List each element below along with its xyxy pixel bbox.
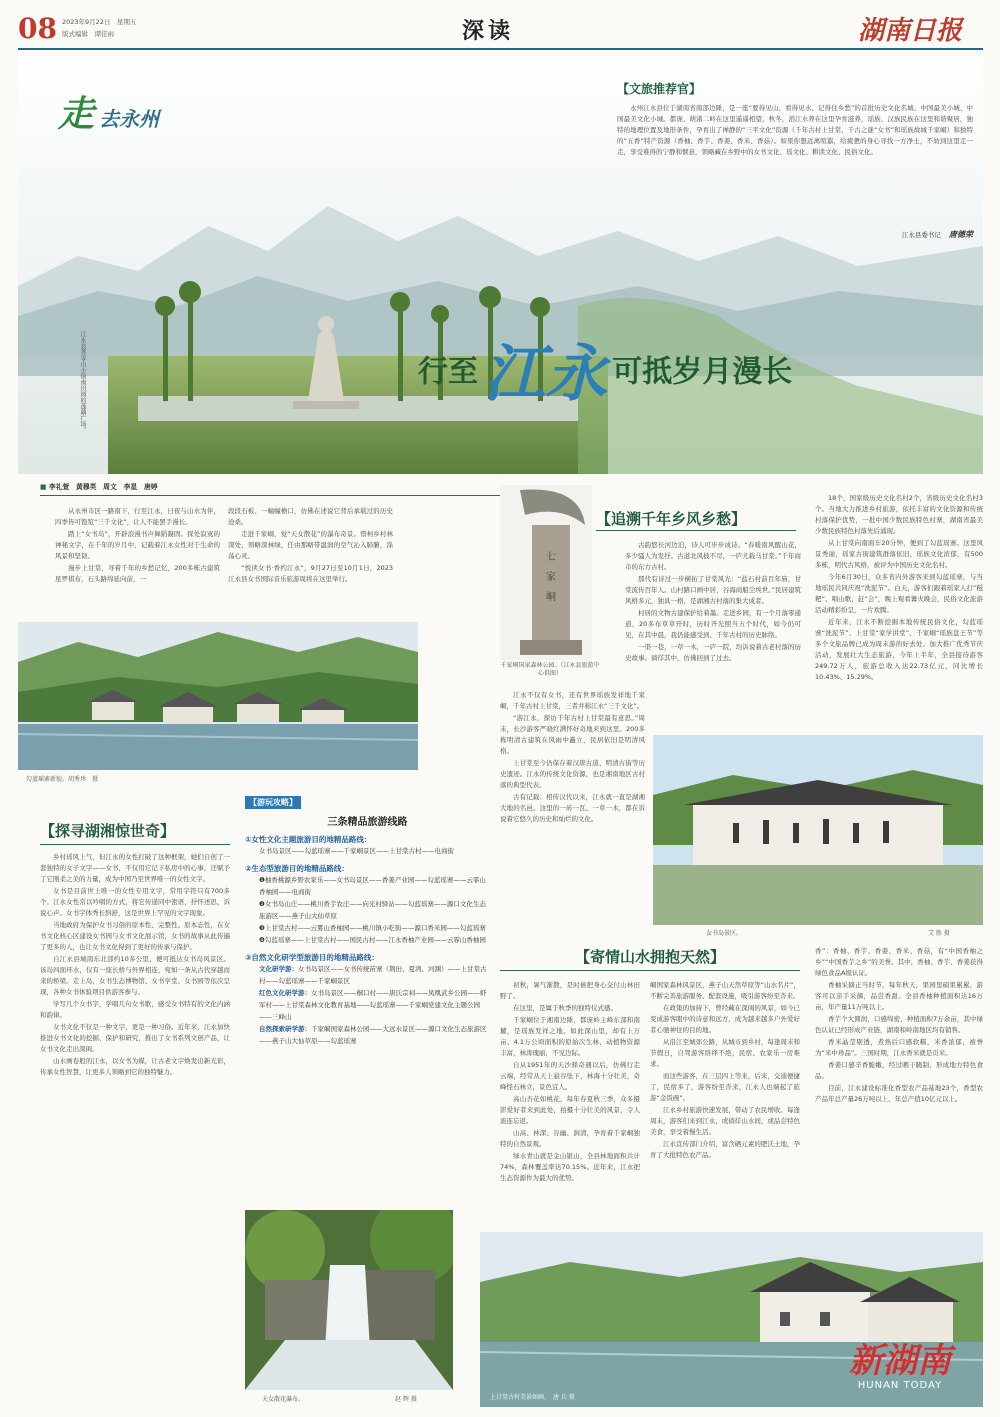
nature-para: 峒国家森林风景区，燕子山天然草原等“山水名片”，不断完善旅游服务、配套设施，吸引游客纷至沓来。 xyxy=(650,981,800,1000)
homesick-para: 村居的文物古建保护给着墨。走进乡园，有一个月落零通道，20多布草草开时，历时齐光照当五个时代，如今仍可见，在其中晨，我仍能感受到、千年古村的历史脉络。 xyxy=(625,609,801,639)
village-photo xyxy=(18,622,418,770)
intro-col-1 xyxy=(55,506,220,616)
explore-rule xyxy=(40,844,230,845)
byline-rule xyxy=(40,495,510,496)
homesick-para: 近年来，江永不断挖掘本地传统民俗文化，勾蓝瑶寨“洗泥节”、上甘棠“家学讲堂”、千家峒“瑶族盘王节”等多个文旅品牌已成为周末游的好去处。加大推广优秀节庆活动，发展壮大生态旅游，今年上半年，全县接待游客249.72万人，旅游总收入达22.73亿元，同比增长10.43%、15.29%。 xyxy=(815,618,983,681)
nature-para: 香”：香柚、香芋、香姜、香米、香菇，有“中国香柚之乡”“中国香芋之乡”的美誉。其中，香柚、香芋、香姜获得绿色食品A级认证。 xyxy=(815,947,983,977)
route-3-text-1: 女书岛景区——女书传统苗寨（荆田、夏湾、河渊）——上甘棠古村——勾蓝瑶寨——千家峒景区 xyxy=(259,965,487,985)
homesick-para: 从上甘棠向南面车20分钟，便到了勾蓝瑶寨。这里风景秀丽，瑶家古街建筑群落依旧，瑶族文化浓郁，有500多栋，明代古风格，被评为中国历史文化名村。 xyxy=(815,539,983,569)
intro-col-2 xyxy=(228,506,393,616)
route-3-sub-3: 自然探索研学游： xyxy=(259,1025,311,1033)
route-2-item: ❸上甘棠古村——云雾山香柚园——桃川镇小吃街——源口香米园——勾蓝瑶寨 xyxy=(259,924,486,932)
headline-part-a: 行至 xyxy=(418,354,478,390)
intro-para: “悦读女书·香约江永”，9月27日至10月1日，2023江永县女书国际音乐旅游周将在这里举行。 xyxy=(228,564,393,583)
waterfall-credit: 赵 辉 摄 xyxy=(395,1396,417,1403)
byline-mark: ■ xyxy=(40,483,49,491)
route-1-title: ①女性文化主题旅游目的地精品路线： xyxy=(245,835,372,844)
homesick-para: “游江永，探访千年古村上甘棠最有意思。”周末，长沙游客严晓红满怀好奇地来到这里。200多栋明清古建筑在风雨中矗立，民居依旧是明清风格。 xyxy=(500,714,645,755)
monument-photo-caption: 千家峒国家森林公园。（江永县旅游中心供图） xyxy=(500,662,600,677)
homesick-para: 那代有诗过一步横拓了甘棠风光：“盐石村前百年庙，甘棠流传百年人。山村路口画中居，谷海商船尘埃世。”民居建筑风格多元，独具一格，是湖湘古村落的集大成者。 xyxy=(625,575,801,605)
nature-title: 【寄情山水拥抱天然】 xyxy=(574,948,725,966)
svg-text:七: 七 xyxy=(546,552,556,563)
intro-para: 段段石板、一幢幢檐口，仿佛在述说它背后承载过的历史沧桑。 xyxy=(228,507,393,526)
route-3-sub-2: 红色文化研学游： xyxy=(259,989,311,997)
logo-rest: 去永州 xyxy=(99,107,160,131)
watermark xyxy=(820,1342,980,1391)
route-2-item: ❷女书岛山庄——桃川香芋农庄——向光村驿站——勾蓝瑶寨——源口文化生态旅游区——燕子山大仙草原 xyxy=(259,900,486,920)
homesick-para: 古有记载：相传汉代以来，江永就一直是湖湘大地的名邑。这里的一砖一瓦、一草一木，都在诉说着它悠久的历史和灿烂的文化。 xyxy=(500,793,645,823)
homesick-para: 江永不仅有女书，还有世界瑶族发祥地千家峒，千年古村上甘棠，三者并称江永“三千文化”。 xyxy=(500,691,645,710)
route-2-item: ❹勾蓝瑶寨——上甘棠古村——国民古村——江永香柚产业园——云霏山香柚园 xyxy=(259,936,486,944)
nature-para: 在这里，是属于秋季的独特仪式感。 xyxy=(513,1004,617,1012)
village-photo-caption: 勾蓝瑶寨新貌。胡秀珍 摄 xyxy=(26,776,99,783)
route-3-cultural xyxy=(245,963,490,987)
route-3-text-3: 千家峒国家森林公园——大远水景区——源口文化生态旅游区——燕子山大仙草原——勾蓝瑶寨 xyxy=(259,1025,487,1045)
nature-para: 江永宣传部门介绍，富含硒元素的肥沃土地，孕育了大批特色农产品。 xyxy=(650,1140,800,1159)
homesick-col-2 xyxy=(500,690,645,925)
nvshu-photo-credit: 艾 胜 摄 xyxy=(928,930,950,937)
headline-part-b: 可抵岁月漫长 xyxy=(612,354,793,390)
homesick-col-1 xyxy=(625,540,801,730)
watermark-cn: 新湖南 xyxy=(849,1341,951,1381)
route-3-nature xyxy=(245,1023,490,1047)
watermark-en: HUNAN TODAY xyxy=(857,1380,943,1391)
homesick-para: 上甘棠至今仍保存着汉唐古道、明清古街等历史遗迹。江永的传统文化资源，也是湘南地区古村落的典型代表。 xyxy=(500,759,645,789)
paper-logo: 湖南日报 xyxy=(858,16,963,46)
page-header xyxy=(0,0,1000,50)
route-3-title: ③自然文化研学型旅游目的地精品路线： xyxy=(245,953,379,962)
route-3-sub-1: 文化研学游： xyxy=(259,965,298,973)
header-rule xyxy=(18,48,983,50)
section-name: 深读 xyxy=(462,18,515,44)
homesick-title: 【追溯千年乡风乡愁】 xyxy=(596,510,747,528)
homesick-para: 18个，国家级历史文化名村2个，省级历史文化名村3个。当地大力推进乡村旅游，依托丰富的文化资源和传统村落保护优势，一批中国少数民族特色村寨，湖南省最美少数民族特色村落先后涌现。 xyxy=(815,494,983,535)
byline xyxy=(40,481,158,491)
homesick-para: 一渠一巷，一草一木，一庐一院，均诉说着古老村落的历史故事。徜徉其中，仿佛回到了过去。 xyxy=(625,643,801,662)
svg-text:家: 家 xyxy=(546,572,556,583)
route-3-red xyxy=(245,987,490,1023)
hero-headline xyxy=(418,324,792,413)
guide-tag: 【游玩攻略】 xyxy=(245,796,301,809)
explore-para: 当地政府为保护女书习俗的原本性、完整性、原本态性，在女书文化核心区建设女书园与女书文化展示馆，女书的故事从此传遍了更多的人，也让女书文化得到了更好的传承与保护。 xyxy=(40,921,230,951)
nature-para: 自从1951年的天沙驿奇遇以后，仿佛行走云端，经常从天上悬谷坠下，林海十分壮美，奇峰怪石林立，景色宜人。 xyxy=(500,1061,640,1091)
nature-para: 香柚采摘正当时节，每年秋天，果园里硕果累累，游客可以亲手采摘，品尝香甜。全县香柚种植面积达16万亩，年产量11万吨以上。 xyxy=(815,981,983,1011)
explore-para: 山水画卷般的江永，以女书为媒，让古老文字焕发出新光彩，传承女性智慧，让更多人领略到它的独特魅力。 xyxy=(40,1057,230,1076)
recommend-body: 永州江永县位于湖南省南部边陲，是一座“要得见山、看得见水、记得住乡愁”的首批历史文化名城、中国最美小城、中国最美文化小城。都庞、萌渚二岭在这里遥遥相望，秋冬，滔江水养在这里孕育滋养，瑶族、汉族民族在这里和谐聚居，独特的地理位置及地形条件，孕育出了禅静的“三平文化”资源（千年古村上甘棠、千古之谜“女书”和瑶族故城千家峒）和独特的“五香”特产资源（香柚、香芋、香姜、香米、香菇）。如果你想远离喧嚣，给疲惫的身心寻找一方净土，不妨到这里走一走，享受难得的宁静和惬意，领略藏在乡野中的女书文化、瑶文化、耕读文化、民俗文化。 xyxy=(617,104,973,156)
intro-para: 踏上“女书岛”，开辟浪漫书声舞蹈凝固。探处寂寞的神秘文字，在千年的岁月中，记载着江永女性对于生命的风景和坚韧。 xyxy=(55,530,220,560)
recommend-box xyxy=(617,80,973,250)
hero-side-caption: 江永县香零山小镇南田园的莲藕广场。 xyxy=(79,331,86,433)
nature-para: 香姜口感辛香脆嫩，经过晒干腌制，形成地方特色食品。 xyxy=(815,1061,983,1080)
intro-para: 走进千家峒，觉“天女散花”的瀑布奇景。惜柯乡村林深处，领略深林绿，任由那略带温润的空气沁入肺腑，涤荡心灵。 xyxy=(228,530,393,560)
route-1-text: 女书岛景区——勾蓝瑶寨——千家峒景区——上甘棠古村——电商街 xyxy=(259,847,454,855)
nature-para: 从沿江至城郊公路，从城市到乡村，每逢周末和节假日，自驾游客络绎不绝，民宿、农家乐一房难求。 xyxy=(650,1038,800,1068)
recommend-signature xyxy=(617,229,973,240)
page-number: 08 xyxy=(18,12,57,45)
signature-name: 唐德荣 xyxy=(949,230,973,239)
nvshu-photo-caption: 女书岛景区。 xyxy=(706,930,743,937)
nature-col-3 xyxy=(815,946,983,1226)
homesick-rule xyxy=(596,530,796,531)
explore-body xyxy=(40,852,230,1392)
nature-para: 在政策的加持下，曾经藏在深闺的风景，如今已变成游客眼中的诗意和远方，成为越来越多户外爱好者心驰神往的目的地。 xyxy=(650,1004,800,1034)
guide-title: 三条精品旅游线路 xyxy=(327,817,408,828)
nature-para: 山高、林深、谷幽、涧清，孕育着千家峒独特的自然景观。 xyxy=(500,1129,640,1148)
nature-rule xyxy=(500,970,800,971)
explore-para: 女书文化不仅是一种文字，更是一种习俗。近年来，江永加快推进女书文化的挖掘、保护和研究，推出了女书系列文创产品，让女书文化走出深闺。 xyxy=(40,1023,230,1053)
nature-para: 初秋，暑气渐散，是时候把身心交付山林田野了。 xyxy=(500,981,640,1000)
intro-para: 从永州市区一路南下，行至江永，日夜与山水为伴，四季皆可饱览“三千文化”，让人不能罢手漫长。 xyxy=(55,507,220,526)
svg-text:峒: 峒 xyxy=(546,592,556,603)
route-2-title: ②生态型旅游目的地精品路线： xyxy=(245,864,349,873)
signature-role: 江永县委书记 xyxy=(901,231,941,239)
nature-para: 绿水青山就是金山银山，全县林地面积共计74%，森林覆盖率达70.15%。近年来，江永把生态资源作为最大的优势。 xyxy=(500,1152,640,1182)
nature-para: 而这些游客，在三层四上等来，后来，交通便捷了，民宿多了，游客纷至沓来，江永人也端起了旅游“金饭碗”。 xyxy=(650,1072,800,1102)
nature-para: 高山杏花如桃花，每年春夏秋三季，众多摄影爱好者来到此处，拍摄十分壮美的风景，令人流连忘返。 xyxy=(500,1095,640,1125)
waterfall-photo xyxy=(245,1210,453,1390)
explore-para: 学写几个女书字，学唱几句女书歌，感受女书特有的文化内涵和韵律。 xyxy=(40,1000,230,1019)
waterfall-caption: 天女散花瀑布。 xyxy=(262,1396,305,1403)
logo-first-char: 走 xyxy=(58,93,95,135)
nvshu-island-photo xyxy=(653,735,983,925)
guide-box xyxy=(245,790,490,1200)
nature-para: 江永乡村旅游快速发展，带动了农民增收。每逢周末，游客们来到江永，或徜徉山水间，或品尝特色美食，享受着慢生活。 xyxy=(650,1106,800,1136)
explore-title: 【探寻湖湘惊世奇】 xyxy=(40,822,176,840)
nature-para: 目前，江永建设标准化香型农产品基地23个，香型农产品年总产量26万吨以上，年总产值10亿元以上。 xyxy=(815,1084,983,1103)
intro-para: 漫步上甘棠，寻着千年的乡愁记忆，200多栋古建筑星罗棋布，石头路绵延向前，一 xyxy=(55,564,220,583)
explore-para: 自江永县城南东北部约10多公里，便可抵达女书岛风景区。该岛四面环水，仅有一座长桥与外界相连，宛如一条从古代穿越而来的桥梁。走上岛，女书生态博物馆、女书学堂、女书园等依次呈现，各种女书体验项目供游客参与。 xyxy=(40,955,230,996)
monument-photo xyxy=(500,485,592,660)
nature-para: 香芋个大圆润，口感绵密，种植面积7万余亩，其中绿色认证已经形成产业链，湖南和岭南地区均有销售。 xyxy=(815,1015,983,1034)
ancient-village-caption: 上甘棠古村美景如画。 唐 兵 摄 xyxy=(490,1394,575,1401)
homesick-para: 今年6月30日，众多省内外游客来到勾蓝瑶寨，与当地瑶民共同庆祝“洗泥节”。白天，游客们跟着瑶家人打“糍粑”、唱山歌、赶“会”，晚上观看篝火晚会，民俗文化旅游活动精彩纷呈，一片欢腾。 xyxy=(815,573,983,614)
explore-para: 乡村瑶风上气，但江永的女性打破了这种框架，她们自创了一套独特的女子文字——女书，不仅用它记下私房中的心事，还赋予了它刚柔之美的力量，成为中国乃至世界唯一的女性文字。 xyxy=(40,853,230,883)
headline-big: 江永 xyxy=(483,337,608,410)
nature-para: 千家峒位于湘南边陲，都庞岭主峰东部和南麓，是瑶族发祥之地。如此深山里，却有上万亩、4.1万公顷面积的原始次生林，动植物资源丰富，林涛瑰丽，不见边际。 xyxy=(500,1016,640,1057)
route-2-item: ❶柚香桃源乡野农家乐——女书岛景区——香姜产业园——勾蓝瑶寨——云霏山香柚园——电商街 xyxy=(259,876,486,896)
byline-names: 李礼萱 黄穆英 周文 李星 唐婷 xyxy=(48,483,158,491)
explore-para: 女书是目前世上唯一的女性专用文字，常用字符只有700多个。江永女性常以吟唱的方式，将它传递同中密语，抒怀述思，诉说心声。女书字体秀长斜舒，这是世界上罕见的文字现象。 xyxy=(40,887,230,917)
route-3-text-2: 女书岛景区——桐口村——唐氏宗祠——凤凰武乡公园——虾军村——上甘棠森林文化教育基地——勾蓝瑶寨——千家峒党建文化主题公园——三峰山 xyxy=(259,989,487,1021)
homesick-col-3 xyxy=(815,493,983,723)
homesick-para: 古韵悠长河边泊，诗人可步步成诗。“春暖南风醒山花，多少骚人为发抒。古道北风披不尽，一庐尤载马甘棠。”千年商市的东方古村。 xyxy=(625,541,801,571)
recommend-title: 【文旅推荐官】 xyxy=(617,82,702,96)
issue-date: 2023年9月22日 星期五 xyxy=(62,18,137,26)
nature-para: 香米晶莹剔透，煮熟后口感软糯，米香浓郁，被誉为“米中珍品”。三国时期，江永香米就是贡米。 xyxy=(815,1038,983,1057)
hero-logo xyxy=(58,86,159,137)
editors: 版式编辑 谭佳雨 xyxy=(62,30,114,38)
